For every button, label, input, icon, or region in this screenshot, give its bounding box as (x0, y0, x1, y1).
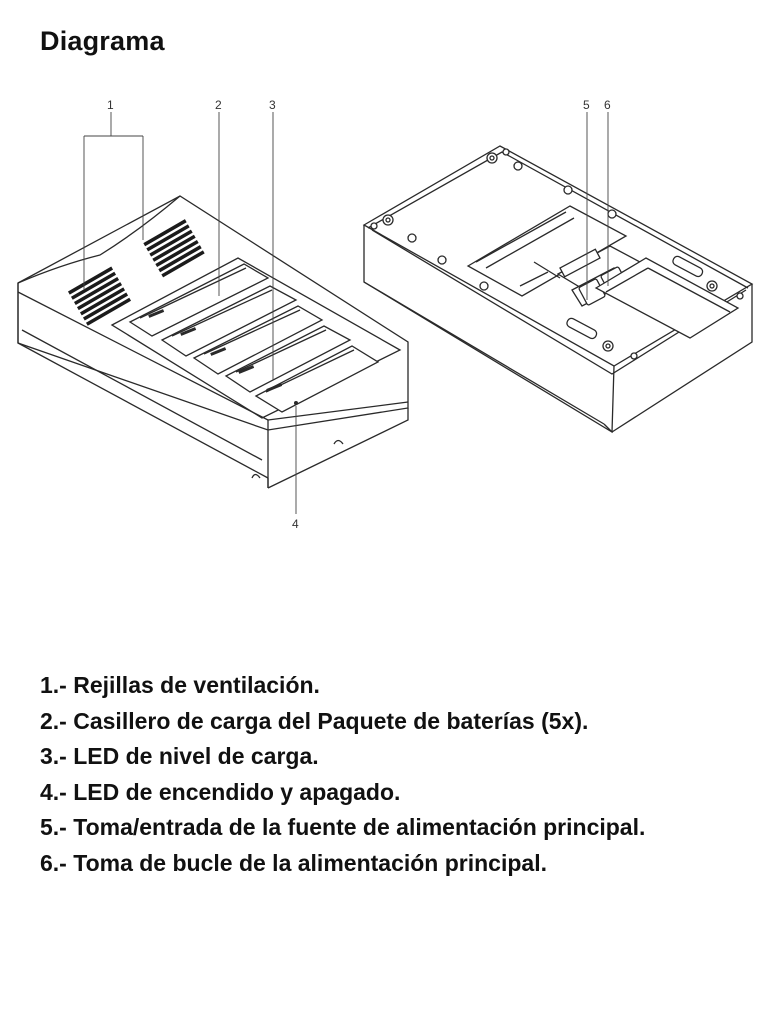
legend-item: 6.- Toma de bucle de la alimentación principal. (40, 849, 547, 876)
callout-4: 4 (292, 517, 299, 531)
diagram-legend (40, 668, 645, 881)
callout-1: 1 (107, 98, 114, 112)
legend-item: 4.- LED de encendido y apagado. (40, 778, 401, 805)
charger-front-view (18, 112, 408, 514)
legend-item: 5.- Toma/entrada de la fuente de alimentación principal. (40, 814, 646, 840)
callout-6: 6 (604, 98, 611, 112)
legend-item: 3.- LED de nivel de carga. (40, 743, 319, 769)
callout-3: 3 (269, 98, 276, 112)
callout-2: 2 (215, 98, 222, 112)
legend-item: 2.- Casillero de carga del Paquete de baterías (5x). (40, 707, 589, 734)
legend-item: 1.- Rejillas de ventilación. (40, 672, 320, 698)
callout-5: 5 (583, 98, 590, 112)
power-led (294, 401, 298, 405)
charger-back-view (364, 112, 752, 432)
page-title: Diagrama (40, 26, 165, 56)
